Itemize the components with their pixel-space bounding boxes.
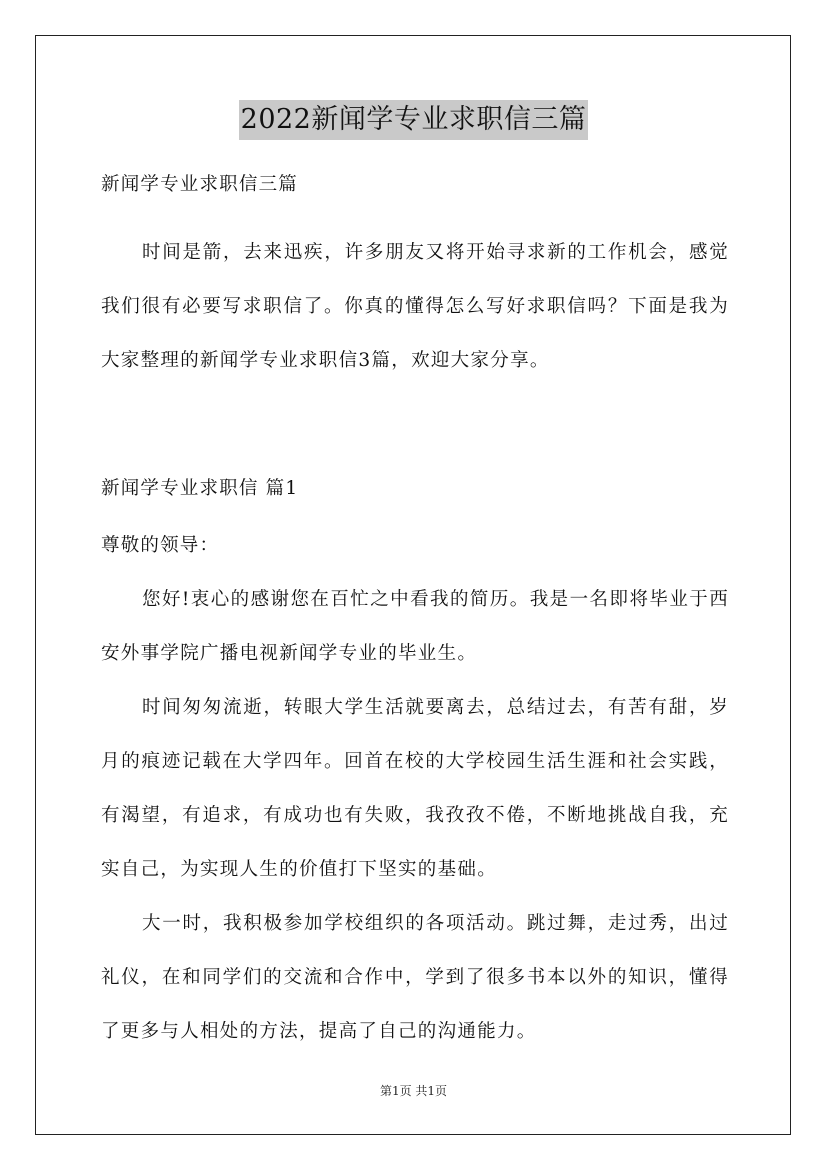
body-paragraph: 您好!衷心的感谢您在百忙之中看我的简历。我是一名即将毕业于西安外事学院广播电视新闻学专业的毕业生。 (101, 589, 729, 664)
section-heading: 新闻学专业求职信 篇1 (101, 478, 299, 499)
subtitle: 新闻学专业求职信三篇 (101, 174, 299, 195)
body-paragraph: 大一时，我积极参加学校组织的各项活动。跳过舞，走过秀，出过礼仪，在和同学们的交流和合作中，学到了很多书本以外的知识，懂得了更多与人相处的方法，提高了自己的沟通能力。 (101, 913, 729, 1042)
document-title: 2022新闻学专业求职信三篇 (239, 100, 589, 140)
intro-paragraph: 时间是箭，去来迅疾，许多朋友又将开始寻求新的工作机会，感觉我们很有必要写求职信了。你真的懂得怎么写好求职信吗？下面是我为大家整理的新闻学专业求职信3篇，欢迎大家分享。 (101, 242, 729, 371)
salutation: 尊敬的领导： (101, 535, 220, 556)
title-container (0, 100, 827, 140)
body-paragraph: 时间匆匆流逝，转眼大学生活就要离去，总结过去，有苦有甜，岁月的痕迹记载在大学四年。回首在校的大学校园生活生涯和社会实践，有渴望，有追求，有成功也有失败，我孜孜不倦，不断地挑战自我，充实自己，为实现人生的价值打下坚实的基础。 (101, 697, 729, 880)
document-body (101, 172, 729, 1059)
page-footer: 第1页 共1页 (379, 1084, 448, 1098)
